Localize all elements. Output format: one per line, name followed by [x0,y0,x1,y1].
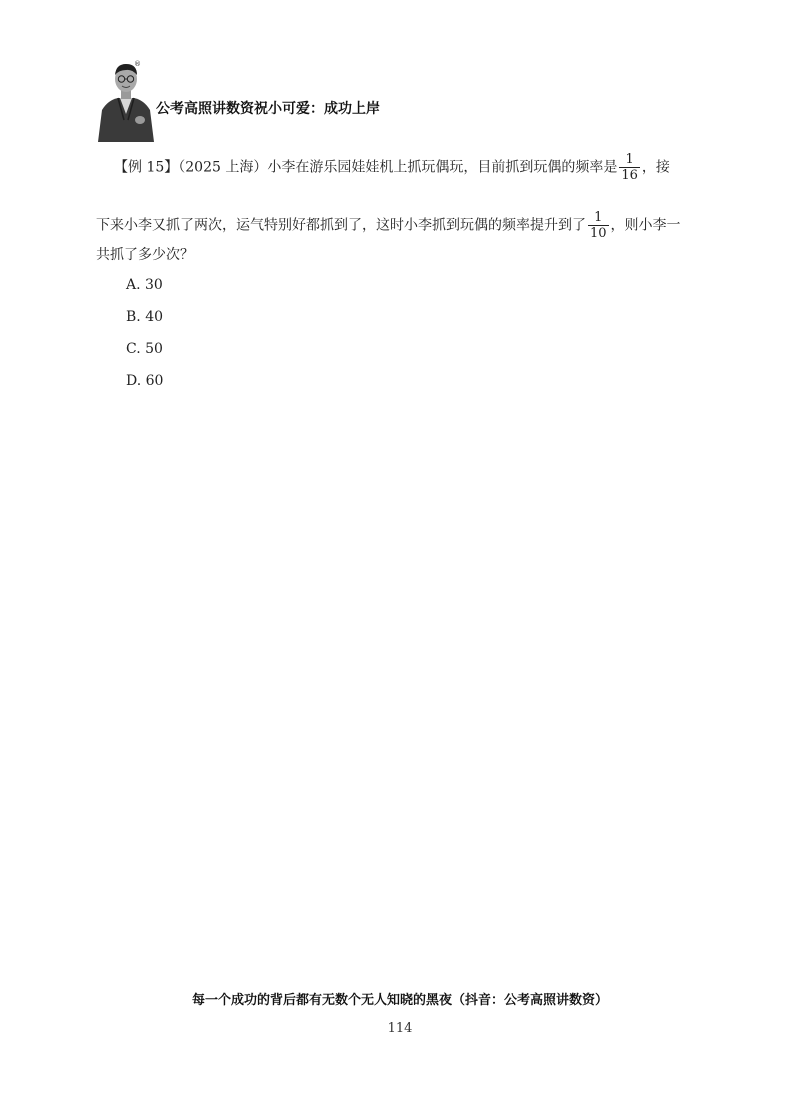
question-text-2: 下来小李又抓了两次，运气特别好都抓到了，这时小李抓到玩偶的频率提升到了 [96,217,586,234]
page-number: 114 [387,1021,413,1036]
option-d: D. 60 [126,373,164,389]
fraction-one-sixteenth [619,152,640,183]
fraction-denominator: 10 [590,226,607,241]
question-line-3 [96,244,194,266]
footer-slogan: 每一个成功的背后都有无数个无人知晓的黑夜（抖音：公考高照讲数资） [191,993,608,1008]
registered-mark: ® [134,60,141,68]
fraction-numerator: 1 [619,152,640,168]
fraction-denominator: 16 [621,168,638,183]
teacher-avatar [96,58,156,142]
question-source: （2025 上海） [178,159,268,176]
option-b: B. 40 [126,309,164,325]
question-label: 【例 15】 [114,159,179,176]
question-text-3: 共抓了多少次？ [96,247,194,263]
fraction-numerator: 1 [588,210,609,226]
question-line-1 [114,152,670,183]
question-text-1-tail: ，接 [641,159,670,176]
question-text-2-tail: ，则小李一 [610,217,681,234]
fraction-one-tenth [588,210,609,241]
option-a: A. 30 [126,277,163,293]
answer-options [126,276,163,404]
question-text-1: 小李在游乐园娃娃机上抓玩偶玩，目前抓到玩偶的频率是 [267,159,618,176]
question-line-2 [96,210,681,241]
header-title: 公考高照讲数资祝小可爱：成功上岸 [156,101,380,117]
option-c: C. 50 [126,341,163,357]
